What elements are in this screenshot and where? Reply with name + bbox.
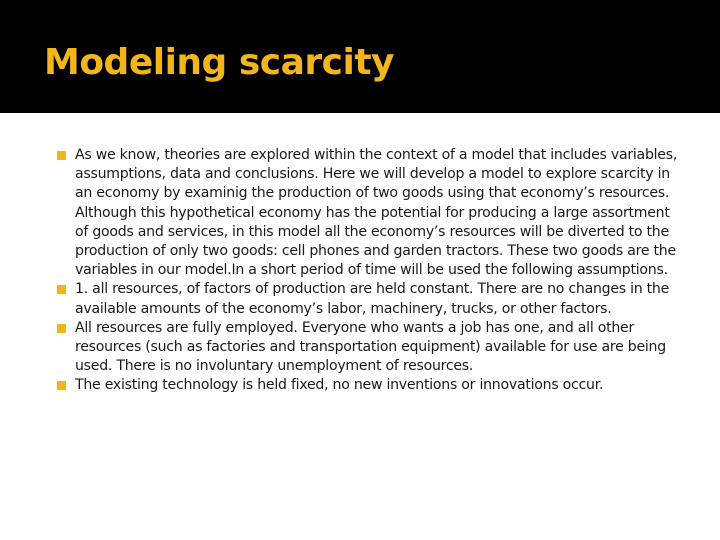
bullet-text-4: The existing technology is held fixed, no new inventions or innovations occur. <box>75 377 604 394</box>
title-bar <box>0 0 720 113</box>
bullet-text-2: 1. all resources, of factors of production are held constant. There are no changes in the available amounts of the economy’s labor, machinery, trucks, or other factors. <box>75 281 670 317</box>
square-bullet-icon <box>57 285 66 294</box>
square-bullet-icon <box>57 324 66 333</box>
square-bullet-icon <box>57 151 66 160</box>
bullet-item-3 <box>75 319 683 377</box>
square-bullet-icon <box>57 381 66 390</box>
bullet-item-2 <box>75 280 683 318</box>
slide-title: Modeling scarcity <box>44 42 395 83</box>
bullet-item-1 <box>75 146 683 280</box>
bullet-item-4 <box>75 376 683 395</box>
bullet-text-3: All resources are fully employed. Everyone who wants a job has one, and all other resources (such as factories and transportation equipment) available for use are being used. There is no involuntary unemployment of resources. <box>75 319 666 375</box>
bullet-list <box>75 146 683 396</box>
bullet-text-1: As we know, theories are explored within the context of a model that includes variables, assumptions, data and conclusions. Here we will develop a model to explore scarcity in an economy by examinig the production of two goods using that economy’s resources. Although this hypothetical economy has the potential for producing a large assortment of goods and services, in this model all the economy’s resources will be diverted to the production of only two goods: cell phones and garden tractors. These two goods are the variables in our model.In a short period of time will be used the following assumptions. <box>75 147 678 279</box>
